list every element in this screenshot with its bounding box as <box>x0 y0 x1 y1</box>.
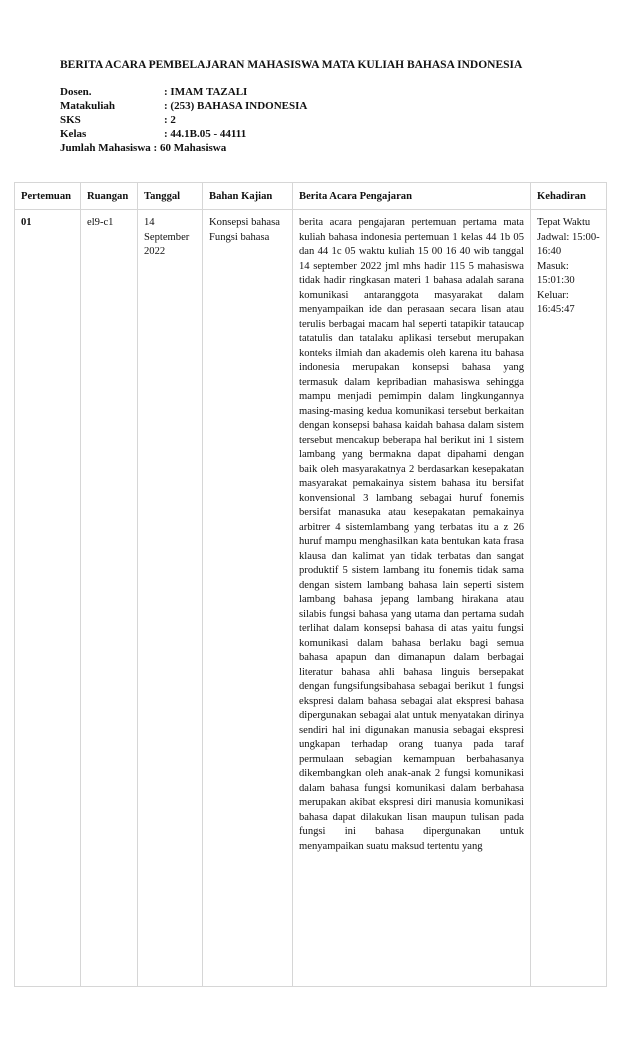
header-berita-acara: Berita Acara Pengajaran <box>293 183 531 210</box>
meta-key: Jumlah Mahasiswa <box>60 142 151 154</box>
meta-value: : (253) BAHASA INDONESIA <box>164 100 308 112</box>
meta-row-class <box>60 127 307 141</box>
meta-row-student-count <box>60 141 307 155</box>
meta-key: Dosen. <box>60 86 92 98</box>
header-pertemuan: Pertemuan <box>15 183 81 210</box>
meta-row-course <box>60 99 307 113</box>
cell-pertemuan: 01 <box>15 210 81 987</box>
meta-value: : IMAM TAZALI <box>164 86 248 98</box>
document-title: BERITA ACARA PEMBELAJARAN MAHASISWA MATA KULIAH BAHASA INDONESIA <box>60 59 523 71</box>
meta-row-credits <box>60 113 307 127</box>
attendance-status: Tepat Waktu <box>537 217 591 228</box>
course-info <box>60 85 307 155</box>
header-bahan-kajian: Bahan Kajian <box>203 183 293 210</box>
cell-kehadiran <box>531 210 607 987</box>
meta-value: : 2 <box>164 114 176 126</box>
meta-key: Kelas <box>60 128 87 140</box>
header-tanggal: Tanggal <box>138 183 203 210</box>
header-ruangan: Ruangan <box>81 183 138 210</box>
table-row <box>15 210 607 987</box>
attendance-check-out: Keluar: 16:45:47 <box>537 289 575 315</box>
meta-value: : 44.1B.05 - 44111 <box>164 128 247 140</box>
attendance-schedule: Jadwal: 15:00-16:40 <box>537 231 600 257</box>
meta-value: : 60 Mahasiswa <box>153 142 227 154</box>
cell-bahan-kajian: Konsepsi bahasa Fungsi bahasa <box>203 210 293 987</box>
cell-ruangan: el9-c1 <box>81 210 138 987</box>
attendance-check-in: Masuk: 15:01:30 <box>537 260 575 286</box>
meta-row-lecturer <box>60 85 307 99</box>
cell-tanggal: 14 September 2022 <box>138 210 203 987</box>
header-kehadiran: Kehadiran <box>531 183 607 210</box>
cell-berita-acara <box>293 210 531 987</box>
report-text: berita acara pengajaran pertemuan pertama mata kuliah bahasa indonesia pertemuan 1 kelas 44 1b 05 dan 44 1c 05 waktu kuliah 15 00 16 40 wib tanggal 14 september 2022 jml mhs hadir 115 5 mahasiswa tidak hadir ringkasan materi 1 bahasa adalah sarana komunikasi antaranggota masyarakat dalam menyampaikan ide dan perasaan secara lisan atau terulis berbagai macam hal seperti tatapikir tataucap tatatulis dan tatalaku aplikasi tersebut merupakan konteks ilmiah dan akademis oleh karena itu bahasa indonesia merupakan konsepsi bahasa yang termasuk dalam kepribadian mahasiswa sehingga mampu menjadi pemimpin dalam lingkungannya masing-masing kedua komunikasi tersebut berkaitan dengan konsepsi bahasa kaidah bahasa dalam sistem tersebut mencakup beberapa hal berikut ini 1 sistem lambang yang bermakna dapat dipahami dengan baik oleh masyarakatnya 2 berdasarkan kesepakatan masyarakat pemakainya sistem bahasa itu bersifat konvensional 3 lambang sebagai huruf fonemis bersifat manasuka atau kesepakatan pemakainya arbitrer 4 sistemlambang yang terbatas itu a z 26 huruf mampu menghasilkan kata bentukan kata frasa klausa dan kalimat yan tidak terbatas dan sangat produktif 5 sistem lambang itu fonemis tidak sama dengan sistem lambang bahasa lain seperti sistem lambang bahasa jepang lambang hirakana atau silabis fungsi bahasa yang utama dan pertama sudah terlihat dalam konsepsi bahasa di atas yaitu fungsi komunikasi dalam bahasa berlaku bagi semua bahasa apapun dan dimanapun dalam berbagai literatur bahasa ahli bahasa linguis bersepakat dengan fungsifungsibahasa sebagai berikut 1 fungsi ekspresi dalam bahasa sebagai alat ekspresi bahasa dipergunakan sebagai alat untuk menyatakan dirinya sendiri hal ini digunakan manusia sebagai ekspresi ungkapan terhadap orang tuanya pada taraf permulaan sebagian kemampuan berbahasanya dikembangkan oleh anak-anak 2 fungsi komunikasi dalam bahasa fungsi komunikasi dalam berbahasa merupakan akibat ekspresi diri manusia komunikasi bahasa dapat dilakukan lisan maupun tulisan pada fungsi ini bahasa dipergunakan untuk menyampaikan suatu maksud tertentu yang <box>299 217 524 852</box>
table-header-row <box>15 183 607 210</box>
report-table <box>14 182 607 987</box>
meta-key: Matakuliah <box>60 100 116 112</box>
meta-key: SKS <box>60 114 81 126</box>
